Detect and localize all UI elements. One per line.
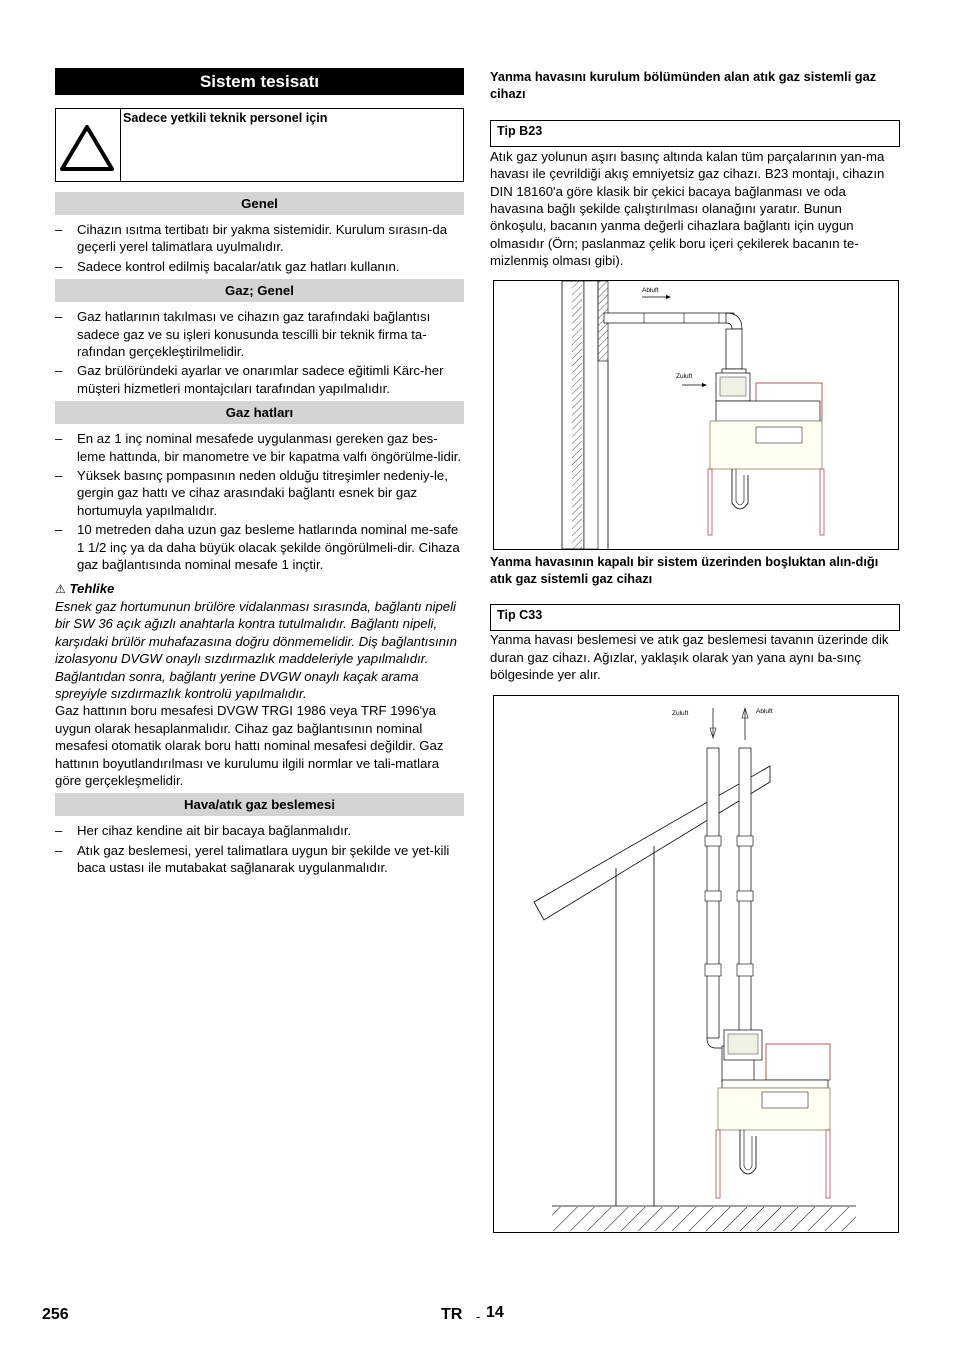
warning-small-icon: ⚠	[55, 581, 66, 596]
list-item: – Gaz hatlarının takılması ve cihazın gaz tarafındaki bağlantısı sadece gaz ve su işleri konusunda tescilli bir teknik firma ta-rafından gerçekleştirilmelidir.	[55, 308, 464, 360]
figure-b23	[493, 280, 899, 550]
list-item: – En az 1 inç nominal mesafede uygulanması gereken gaz bes-leme hattında, bir manometre ve bir kapatma valfı öngörülme-lidir.	[55, 430, 464, 465]
danger-label: Tehlike	[69, 580, 115, 596]
list-item: – Gaz brülöründeki ayarlar ve onarımlar sadece eğitimli Kärc-her müşteri hizmetleri montajcıları tarafından yapılmalıdır.	[55, 362, 464, 397]
c33-diagram	[494, 696, 898, 1232]
warning-triangle-icon	[56, 109, 121, 181]
tip-c33-box: Tip C33	[490, 604, 900, 631]
danger-text: Esnek gaz hortumunun brülöre vidalanması sırasında, bağlantı nipeli bir SW 36 açık ağızlı anahtarla kontra tutulmalıdır. Bağlantı nipeli, karşıdaki brülör muhafazasına doğru dönmemelidir. Diş bağlantısının izolasyonu DVGW onaylı sızdırmazlık maddeleriyle yapılmalıdır. Bağlantıdan sonra, bağlantı yerine DVGW onaylı kaçak arama spreyiyle sızdırmazlık kontrolü yapılmalıdır.	[55, 598, 457, 701]
heading-gaz-hatlari: Gaz hatları	[55, 401, 464, 424]
warning-box	[55, 108, 464, 182]
heading-b23-section: Yanma havasını kurulum bölümünden alan atık gaz sistemli gaz cihazı	[490, 69, 877, 102]
heading-c33-section: Yanma havasının kapalı bir sistem üzerinden boşluktan alın-dığı atık gaz sistemli gaz cihazı	[490, 553, 879, 587]
list-item: – Yüksek basınç pompasının neden olduğu titreşimler nedeniy-le, gergin gaz hattı ve cihaz arasındaki bağlantı esnek bir gaz hortumuyla yapılmalıdır.	[55, 467, 464, 519]
left-column	[55, 68, 464, 879]
heading-genel: Genel	[55, 192, 464, 215]
list-gaz-hatlari	[55, 430, 464, 573]
c33-description: Yanma havası beslemesi ve atık gaz beslemesi tavanın üzerinde dik duran gaz cihazı. Ağızlar, yaklaşık olarak yan yana aynı ba-sınç bölgesinde yer alır.	[490, 632, 889, 683]
b23-zuluft-label: Zuluft	[676, 372, 693, 380]
list-hava-atik-gaz	[55, 822, 464, 876]
c33-abluft-label: Abluft	[756, 707, 773, 715]
list-gaz-genel	[55, 308, 464, 397]
language-code: TR	[441, 1306, 463, 1323]
b23-description: Atık gaz yolunun aşırı basınç altında kalan tüm parçalarının yan-ma havası ile çevrildiği akış emniyetsiz gaz cihazı. B23 montajı, cihazın DIN 18160'a göre klasik bir çekici bacaya bağlanması ve oda havasına bağlı şekilde çalıştırılması olanağını yaratır. Bunun önkoşulu, bacanın yanma değerli cihazlara bağlantı için uygun olmasıdır (Örn; paslanmaz çelik boru içeri çekilerek bacanın te-mizlenmiş olması gibi).	[490, 148, 885, 269]
warning-note: Sadece yetkili teknik personel için	[123, 111, 328, 125]
b23-abluft-label: Abluft	[642, 286, 659, 294]
body-text: Gaz hattının boru mesafesi DVGW TRGI 1986 veya TRF 1996'ya uygun olarak hesaplanmalıdır. Cihaz gaz bağlantısının nominal mesafesi otomatik olarak boru hattı nominal mesafesi değildir. Gaz hattının boyutlandırılması ve kurulumu ilgili normlar ve tali-matlara göre gerçekleşmelidir.	[55, 703, 444, 788]
list-item: – 10 metreden daha uzun gaz besleme hatlarında nominal me-safe 1 1/2 inç ya da daha büyük olacak şekilde öngörülmeli-dir. Cihaza gaz bağlantısında nominal mesafe 1 inçtir.	[55, 521, 464, 573]
heading-hava-atik-gaz: Hava/atık gaz beslemesi	[55, 793, 464, 816]
page-number: 256	[42, 1306, 69, 1323]
list-genel	[55, 221, 464, 275]
figure-c33	[493, 695, 899, 1233]
tip-b23-box: Tip B23	[490, 120, 900, 147]
heading-gaz-genel: Gaz; Genel	[55, 279, 464, 302]
list-item: – Cihazın ısıtma tertibatı bir yakma sistemidir. Kurulum sırasın-da geçerli yerel talimatlara uyulmalıdır.	[55, 221, 464, 256]
section-title: Sistem tesisatı	[55, 68, 464, 95]
list-item: – Her cihaz kendine ait bir bacaya bağlanmalıdır.	[55, 822, 464, 839]
footer-separator: -	[476, 1309, 481, 1324]
danger-heading	[55, 580, 464, 598]
list-item: – Atık gaz beslemesi, yerel talimatlara uygun bir şekilde ve yet-kili baca ustası ile mutabakat sağlanarak uygulanmalıdır.	[55, 842, 464, 877]
b23-diagram	[494, 281, 898, 549]
right-column	[490, 68, 900, 1233]
c33-zuluft-label: Zuluft	[672, 709, 689, 717]
list-item: – Sadece kontrol edilmiş bacalar/atık gaz hatları kullanın.	[55, 258, 464, 275]
sub-page-number: 14	[486, 1304, 504, 1321]
